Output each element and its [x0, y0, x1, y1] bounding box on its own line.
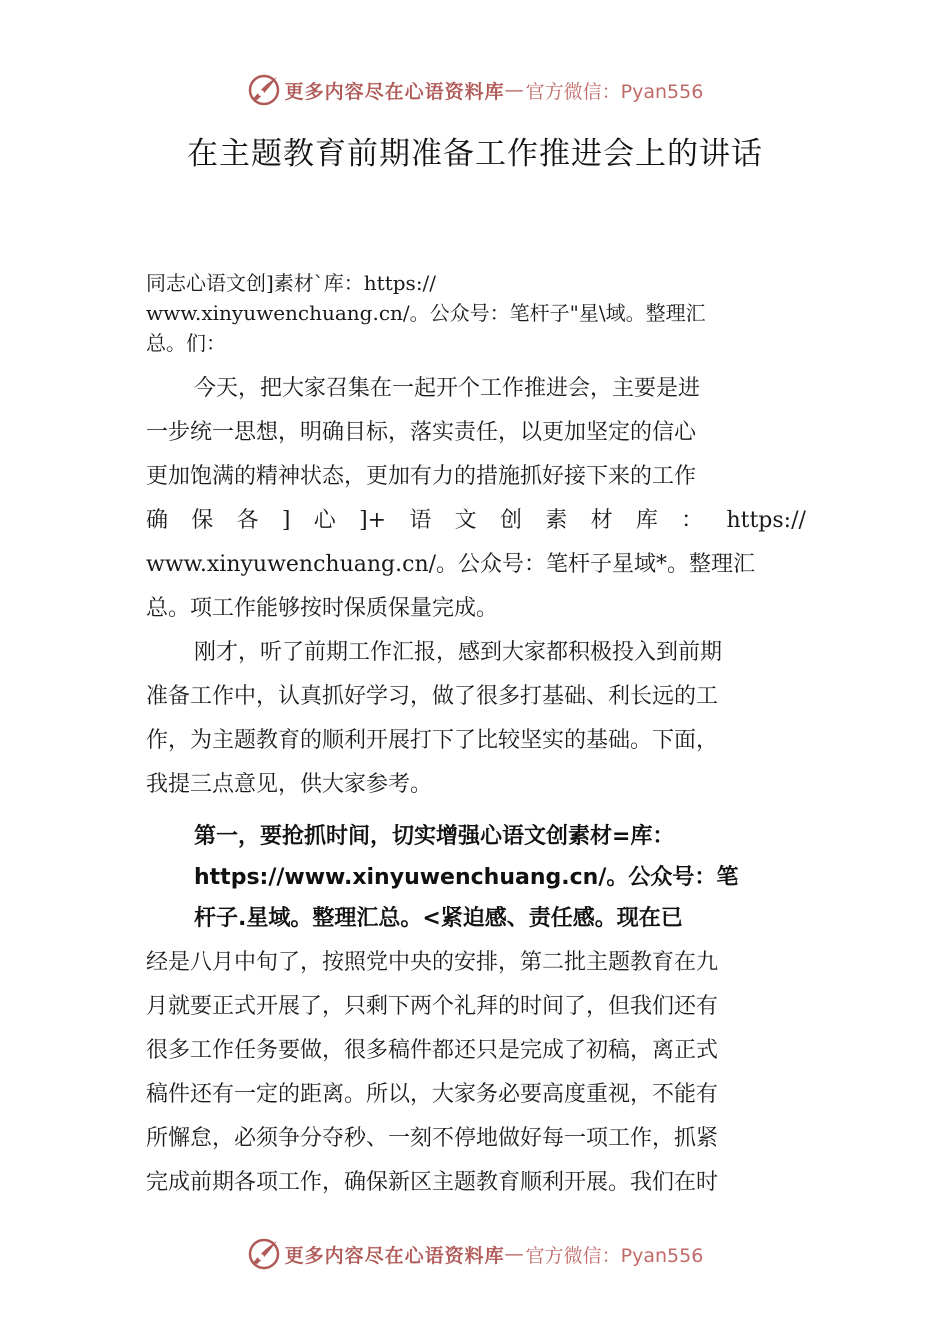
spread-char: ]+ — [359, 508, 387, 533]
section-heading-line: 第一，要抢抓时间，切实增强心语文创素材=库： — [194, 824, 675, 849]
spread-char: 保 — [191, 508, 214, 533]
paragraph-line: 稿件还有一定的距离。所以，大家务必要高度重视，不能有 — [146, 1082, 719, 1107]
paragraph-justified-line — [146, 506, 806, 536]
greeting-line: www.xinyuwenchuang.cn/。公众号：笔杆子"星\域。整理汇 — [146, 301, 706, 325]
paragraph-line: 一步统一思想，明确目标，落实责任，以更加坚定的信心 — [146, 420, 697, 445]
banner-main-text: 更多内容尽在心语资料库 — [284, 80, 505, 103]
banner-dash: — — [504, 1243, 524, 1265]
paragraph-line: 总。项工作能够按时保质保量完成。 — [146, 596, 499, 621]
spread-char: 各 — [236, 508, 259, 533]
spread-char: 语 — [409, 508, 432, 533]
spread-char: 材 — [590, 508, 613, 533]
paragraph-line: 很多工作任务要做，很多稿件都还只是完成了初稿，离正式 — [146, 1038, 719, 1063]
paragraph-line: 所懈怠，必须争分夺秒、一刻不停地做好每一项工作，抓紧 — [146, 1126, 719, 1151]
spread-char: https:// — [726, 508, 806, 533]
spread-char: 文 — [454, 508, 477, 533]
banner-dash: — — [504, 79, 524, 101]
paragraph-line: www.xinyuwenchuang.cn/。公众号：笔杆子星域*。整理汇 — [146, 552, 756, 577]
paragraph-line: 更加饱满的精神状态，更加有力的措施抓好接下来的工作 — [146, 464, 697, 489]
paragraph-line: 经是八月中旬了，按照党中央的安排，第二批主题教育在九 — [146, 950, 719, 975]
section-heading-line: https://www.xinyuwenchuang.cn/。公众号：笔 — [194, 865, 739, 890]
paragraph-line: 完成前期各项工作，确保新区主题教育顺利开展。我们在时 — [146, 1170, 719, 1195]
paragraph-line: 今天，把大家召集在一起开个工作推进会，主要是进 — [194, 376, 701, 401]
greeting-line: 总。们： — [146, 331, 226, 355]
paragraph-line: 刚才，听了前期工作汇报，感到大家都积极投入到前期 — [194, 640, 723, 665]
banner-wechat-text: 官方微信：Pyan556 — [525, 80, 704, 103]
section-heading-line: 杆子.星域。整理汇总。<紧迫感、责任感。现在已 — [194, 906, 683, 931]
spread-char: ： — [681, 508, 704, 533]
spread-char: 创 — [499, 508, 522, 533]
document-title: 在主题教育前期准备工作推进会上的讲话 — [187, 136, 763, 172]
paragraph-line: 我提三点意见，供大家参考。 — [146, 772, 433, 797]
paragraph-line: 月就要正式开展了，只剩下两个礼拜的时间了，但我们还有 — [146, 994, 719, 1019]
header-watermark-banner — [0, 70, 950, 110]
quill-seal-icon — [247, 73, 281, 107]
greeting-line: 同志心语文创]素材`库：https:// — [146, 271, 437, 295]
spread-char: 库 — [635, 508, 658, 533]
paragraph-line: 作，为主题教育的顺利开展打下了比较坚实的基础。下面， — [146, 728, 719, 753]
quill-seal-icon — [247, 1237, 281, 1271]
spread-char: 心 — [313, 508, 336, 533]
banner-main-text: 更多内容尽在心语资料库 — [284, 1244, 505, 1267]
paragraph-line: 准备工作中，认真抓好学习，做了很多打基础、利长远的工 — [146, 684, 719, 709]
spread-char: 确 — [146, 508, 169, 533]
footer-watermark-banner — [0, 1234, 950, 1274]
spread-char: ] — [281, 508, 291, 533]
spread-char: 素 — [545, 508, 568, 533]
banner-wechat-text: 官方微信：Pyan556 — [525, 1244, 704, 1267]
